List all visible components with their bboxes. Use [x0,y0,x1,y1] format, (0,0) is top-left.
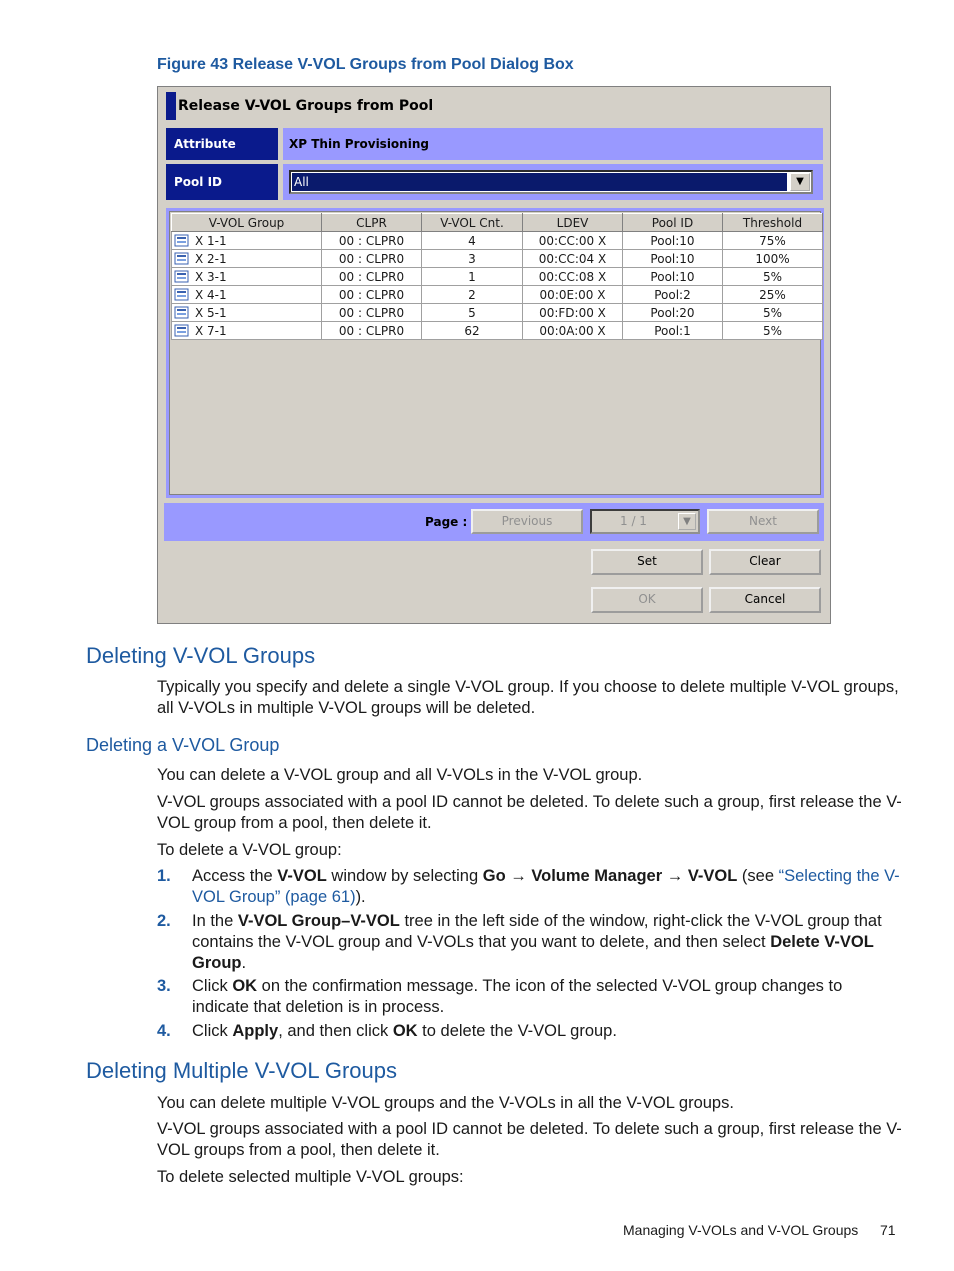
cell-threshold: 75% [723,232,823,250]
cancel-button[interactable]: Cancel [709,587,821,613]
cell-vvol-group [172,322,322,340]
step-4-text: Click Apply, and then click OK to delete the V-VOL group. [192,1022,617,1040]
cell-threshold: 100% [723,250,823,268]
cell-clpr: 00 : CLPR0 [322,250,422,268]
vvol-group-name: X 3-1 [195,269,227,284]
cell-vvol-group [172,268,322,286]
cell-ldev: 00:CC:04 X [523,250,623,268]
vvol-group-icon [174,270,189,283]
step-number: 3. [157,977,171,995]
step-3-text: Click OK on the confirmation message. The icon of the selected V-VOL group changes to indicate that deletion is in process. [192,977,843,1016]
column-header-vvol-group[interactable]: V-VOL Group [172,214,322,232]
pool-id-select[interactable] [289,170,813,194]
cell-vvol-cnt: 5 [422,304,523,322]
table-row-empty [172,340,823,341]
column-header-threshold[interactable]: Threshold [723,214,823,232]
column-header-pool-id[interactable]: Pool ID [623,214,723,232]
step-number: 2. [157,912,171,930]
page-number: 71 [880,1222,896,1238]
vvol-group-name: X 5-1 [195,305,227,320]
cell-pool-id: Pool:2 [623,286,723,304]
cell-vvol-group [172,250,322,268]
section-heading-deleting-a-vvol-group: Deleting a V-VOL Group [86,735,280,755]
pager-bar [164,503,824,541]
cell-clpr: 00 : CLPR0 [322,268,422,286]
cell-vvol-group [172,232,322,250]
chevron-down-icon[interactable]: ▼ [790,173,810,191]
section3-p2: V-VOL groups associated with a pool ID cannot be deleted. To delete such a group, first release the V-VOL groups from a pool, then delete it. [157,1120,902,1159]
cell-ldev: 00:CC:08 X [523,268,623,286]
ok-button[interactable]: OK [591,587,703,613]
pool-id-cell [283,164,823,200]
pool-id-label: Pool ID [166,164,278,200]
cell-vvol-cnt: 3 [422,250,523,268]
release-vvol-dialog [157,86,831,624]
cell-vvol-cnt: 62 [422,322,523,340]
vvol-group-name: X 7-1 [195,323,227,338]
cell-threshold: 5% [723,304,823,322]
selecting-vvol-group-link[interactable]: “Selecting the V-VOL Group” (page 61) [192,867,900,906]
page-select-value: 1 / 1 [620,514,647,528]
attribute-value: XP Thin Provisioning [283,128,823,160]
vvol-group-icon [174,252,189,265]
vvol-group-icon [174,306,189,319]
cell-pool-id: Pool:10 [623,268,723,286]
section3-p1: You can delete multiple V-VOL groups and the V-VOLs in all the V-VOL groups. [157,1094,734,1112]
page-select[interactable] [590,509,700,534]
cell-threshold: 5% [723,322,823,340]
cell-vvol-group [172,304,322,322]
section-heading-deleting-vvol-groups: Deleting V-VOL Groups [86,643,316,668]
section3-p3: To delete selected multiple V-VOL groups: [157,1168,464,1186]
cell-vvol-cnt: 4 [422,232,523,250]
vvol-group-table-area [166,208,824,498]
section2-p1: You can delete a V-VOL group and all V-VOLs in the V-VOL group. [157,766,643,784]
table-row[interactable] [172,304,823,322]
table-row[interactable] [172,250,823,268]
section2-p3: To delete a V-VOL group: [157,841,342,859]
table-row[interactable] [172,322,823,340]
cell-pool-id: Pool:10 [623,232,723,250]
dialog-title: Release V-VOL Groups from Pool [178,98,434,114]
vvol-group-table [171,213,823,340]
cell-ldev: 00:FD:00 X [523,304,623,322]
table-row[interactable] [172,232,823,250]
cell-ldev: 00:0A:00 X [523,322,623,340]
column-header-ldev[interactable]: LDEV [523,214,623,232]
cell-clpr: 00 : CLPR0 [322,304,422,322]
next-button[interactable]: Next [707,509,819,534]
table-row[interactable] [172,268,823,286]
title-accent-bar [166,92,176,120]
cell-vvol-cnt: 2 [422,286,523,304]
step-number: 1. [157,867,171,885]
step-2-text: In the V-VOL Group–V-VOL tree in the left side of the window, right-click the V-VOL group that contains the V-VOL group and V-VOLs that you want to delete, and then select Delete V-VOL Group. [192,912,882,972]
vvol-group-table-viewport[interactable] [169,211,821,495]
step-number: 4. [157,1022,171,1040]
section1-intro: Typically you specify and delete a single V-VOL group. If you choose to delete multiple V-VOL groups, all V-VOLs in multiple V-VOL groups will be deleted. [157,678,899,717]
vvol-group-icon [174,288,189,301]
vvol-group-name: X 2-1 [195,251,227,266]
clear-button[interactable]: Clear [709,549,821,575]
column-header-vvol-cnt[interactable]: V-VOL Cnt. [422,214,523,232]
column-header-clpr[interactable]: CLPR [322,214,422,232]
section2-p2: V-VOL groups associated with a pool ID cannot be deleted. To delete such a group, first release the V-VOL group from a pool, then delete it. [157,793,902,832]
cell-clpr: 00 : CLPR0 [322,232,422,250]
vvol-group-icon [174,324,189,337]
cell-clpr: 00 : CLPR0 [322,322,422,340]
cell-pool-id: Pool:20 [623,304,723,322]
section-heading-deleting-multiple-vvol-groups: Deleting Multiple V-VOL Groups [86,1058,397,1083]
footer-title: Managing V-VOLs and V-VOL Groups [623,1222,859,1238]
chevron-down-icon[interactable]: ▼ [678,513,696,530]
figure-caption: Figure 43 Release V-VOL Groups from Pool Dialog Box [157,56,574,73]
page-label: Page : [425,515,468,529]
vvol-group-name: X 4-1 [195,287,227,302]
pool-id-select-value: All [292,173,787,191]
cell-vvol-group [172,286,322,304]
cell-pool-id: Pool:1 [623,322,723,340]
cell-threshold: 25% [723,286,823,304]
attribute-label: Attribute [166,128,278,160]
table-row[interactable] [172,286,823,304]
previous-button[interactable]: Previous [471,509,583,534]
cell-ldev: 00:CC:00 X [523,232,623,250]
cell-threshold: 5% [723,268,823,286]
cell-ldev: 00:0E:00 X [523,286,623,304]
cell-pool-id: Pool:10 [623,250,723,268]
vvol-group-name: X 1-1 [195,233,227,248]
vvol-group-icon [174,234,189,247]
cell-clpr: 00 : CLPR0 [322,286,422,304]
set-button[interactable]: Set [591,549,703,575]
step-1-text: Access the V-VOL window by selecting Go → Volume Manager → V-VOL (see “Selecting the V-VOL Group” (page 61)). [192,867,900,906]
cell-vvol-cnt: 1 [422,268,523,286]
